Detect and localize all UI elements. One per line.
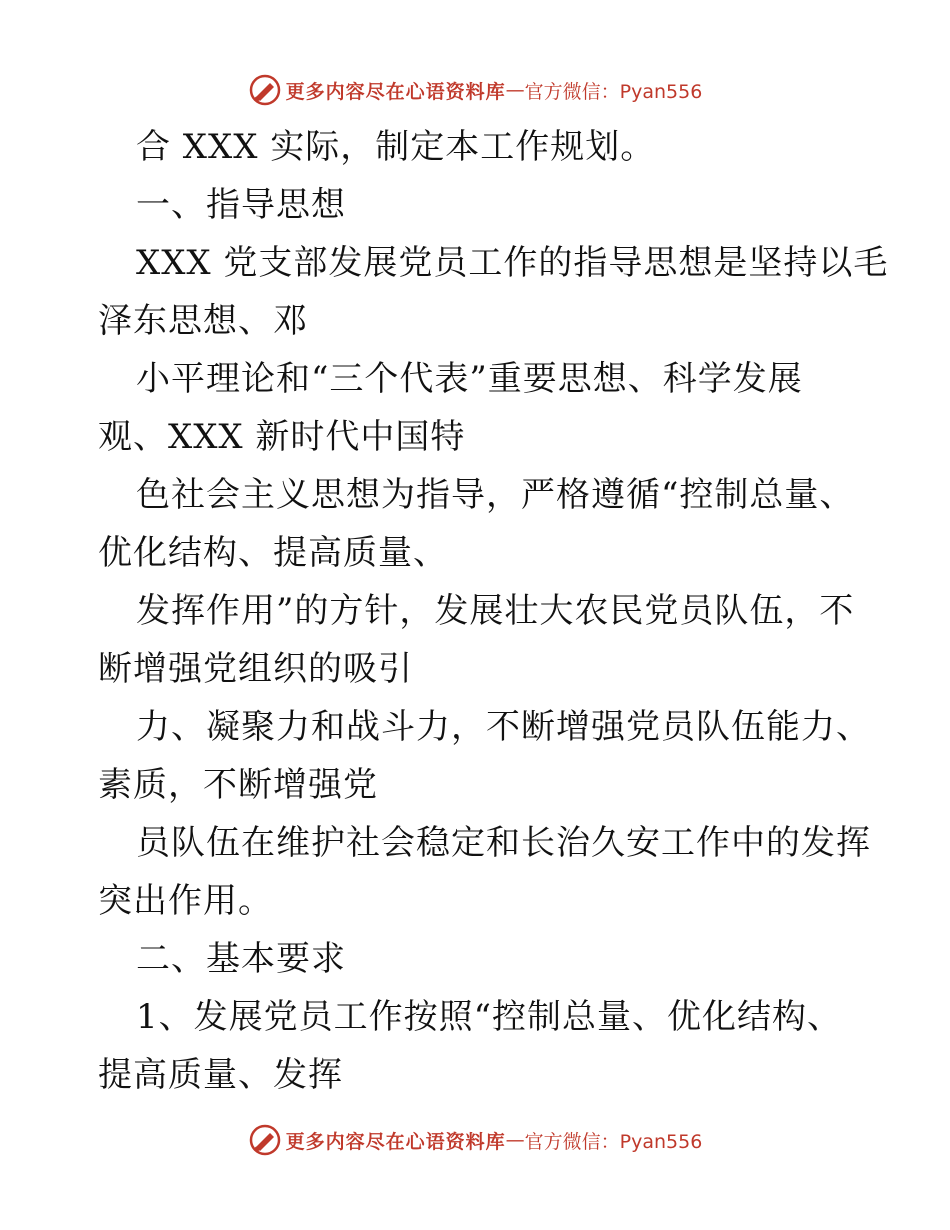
text-line: 员队伍在维护社会稳定和长治久安工作中的发挥 xyxy=(136,823,871,863)
text-line: 合 XXX 实际，制定本工作规划。 xyxy=(136,127,656,167)
footer-watermark xyxy=(0,1120,950,1160)
text-line: 小平理论和“三个代表”重要思想、科学发展 xyxy=(136,359,803,399)
text-line: 观、XXX 新时代中国特 xyxy=(98,417,466,457)
text-line: 素质，不断增强党 xyxy=(98,765,378,805)
document-body xyxy=(98,118,889,1104)
text-line: 优化结构、提高质量、 xyxy=(98,533,448,573)
watermark-suffix: 官方微信：Pyan556 xyxy=(524,1130,703,1153)
text-line: 1、发展党员工作按照“控制总量、优化结构、 xyxy=(136,997,843,1037)
text-line: 突出作用。 xyxy=(98,881,273,921)
pen-logo-icon xyxy=(248,1123,282,1157)
text-line: 提高质量、发挥 xyxy=(98,1055,343,1095)
section-heading: 一、指导思想 xyxy=(136,185,346,225)
text-line: 泽东思想、邓 xyxy=(98,301,308,341)
text-line: 断增强党组织的吸引 xyxy=(98,649,413,689)
watermark-separator: — xyxy=(505,79,525,101)
text-line: 力、凝聚力和战斗力，不断增强党员队伍能力、 xyxy=(136,707,871,747)
watermark-suffix: 官方微信：Pyan556 xyxy=(524,80,703,103)
text-line: XXX 党支部发展党员工作的指导思想是坚持以毛 xyxy=(136,243,889,283)
watermark-separator: — xyxy=(505,1129,525,1151)
section-heading: 二、基本要求 xyxy=(136,939,346,979)
pen-logo-icon xyxy=(248,73,282,107)
text-line: 发挥作用”的方针，发展壮大农民党员队伍，不 xyxy=(136,591,855,631)
watermark-text: 更多内容尽在心语资料库 xyxy=(285,80,506,103)
header-watermark xyxy=(0,70,950,110)
watermark-text: 更多内容尽在心语资料库 xyxy=(285,1130,506,1153)
text-line: 色社会主义思想为指导，严格遵循“控制总量、 xyxy=(136,475,855,515)
